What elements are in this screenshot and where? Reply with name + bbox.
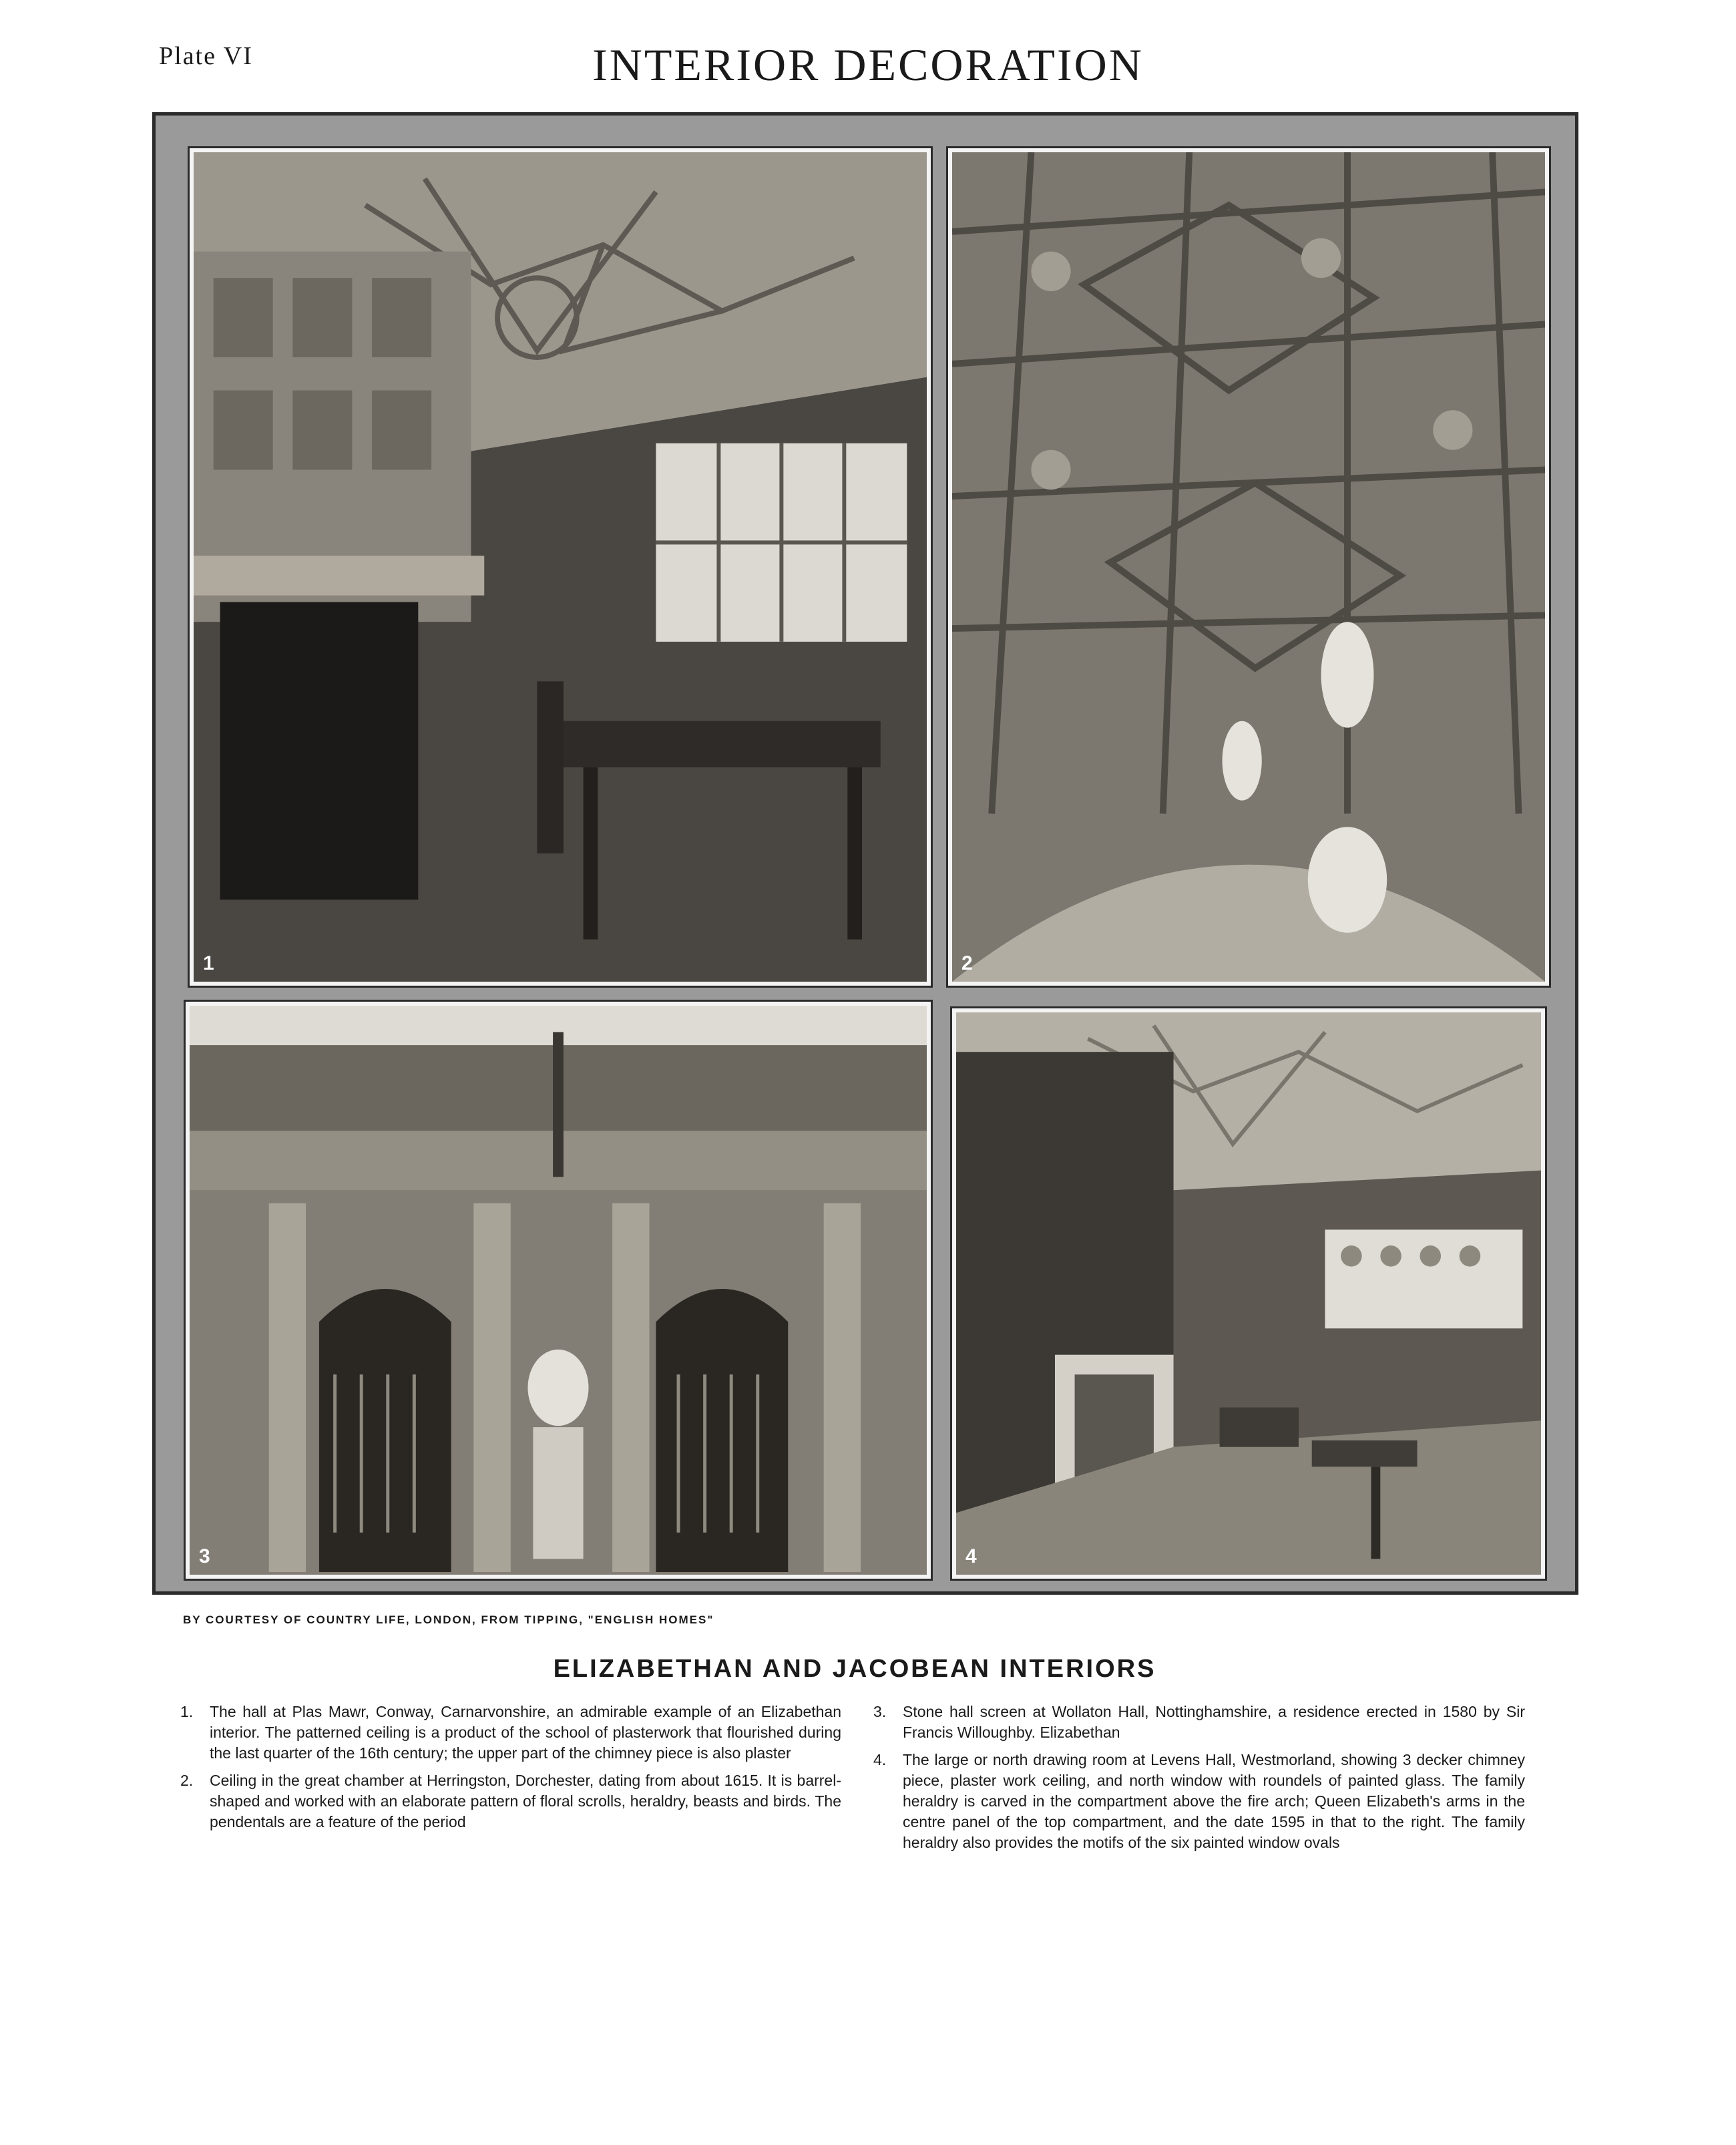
stone-hall-screen-photo	[190, 1006, 927, 1575]
caption-number: 3.	[873, 1703, 887, 1720]
caption-list-right	[873, 1702, 1525, 1860]
caption-item	[180, 1702, 841, 1764]
caption-text: Stone hall screen at Wollaton Hall, Nottinghamshire, a residence erected in 1580 by Sir Francis Willoughby. Elizabethan	[903, 1703, 1525, 1741]
caption-item	[873, 1750, 1525, 1853]
photo-3	[186, 1002, 931, 1579]
caption-text: The hall at Plas Mawr, Conway, Carnarvonshire, an admirable example of an Elizabethan interior. The patterned ceiling is a product of the school of plasterwork that flourished during the last quarter of the 16th century; the upper part of the chimney piece is also plaster	[210, 1703, 841, 1762]
photo-credit: BY COURTESY OF COUNTRY LIFE, LONDON, FROM TIPPING, "ENGLISH HOMES"	[183, 1613, 714, 1626]
photo-number: 3	[199, 1545, 210, 1567]
section-heading: ELIZABETHAN AND JACOBEAN INTERIORS	[553, 1655, 1156, 1683]
barrel-ceiling-photo	[952, 152, 1545, 982]
photo-number: 4	[965, 1545, 977, 1567]
caption-list-left	[180, 1702, 841, 1839]
page-title: INTERIOR DECORATION	[592, 39, 1144, 90]
photo-number: 1	[203, 952, 214, 974]
photo-2	[948, 148, 1549, 986]
plate-label: Plate VI	[159, 42, 253, 70]
drawing-room-photo	[956, 1012, 1541, 1575]
photo-number: 2	[961, 952, 973, 974]
caption-item	[873, 1702, 1525, 1743]
caption-number: 1.	[180, 1703, 194, 1720]
caption-text: Ceiling in the great chamber at Herringston, Dorchester, dating from about 1615. It is barrel-shaped and worked with an elaborate pattern of floral scrolls, heraldry, beasts and birds. The pendentals are a feature of the period	[210, 1772, 841, 1830]
caption-number: 4.	[873, 1751, 887, 1768]
caption-item	[180, 1770, 841, 1832]
photo-4	[952, 1008, 1545, 1579]
caption-text: The large or north drawing room at Levens Hall, Westmorland, showing 3 decker chimney piece, plaster work ceiling, and north window with roundels of painted glass. The family heraldry is carved in the compartment above the fire arch; Queen Elizabeth's arms in the centre panel of the top compartment, and the date 1595 in that to the right. The family heraldry also provides the motifs of the six painted window ovals	[903, 1751, 1525, 1851]
photo-1	[190, 148, 931, 986]
caption-number: 2.	[180, 1772, 194, 1789]
elizabethan-hall-photo	[194, 152, 927, 982]
